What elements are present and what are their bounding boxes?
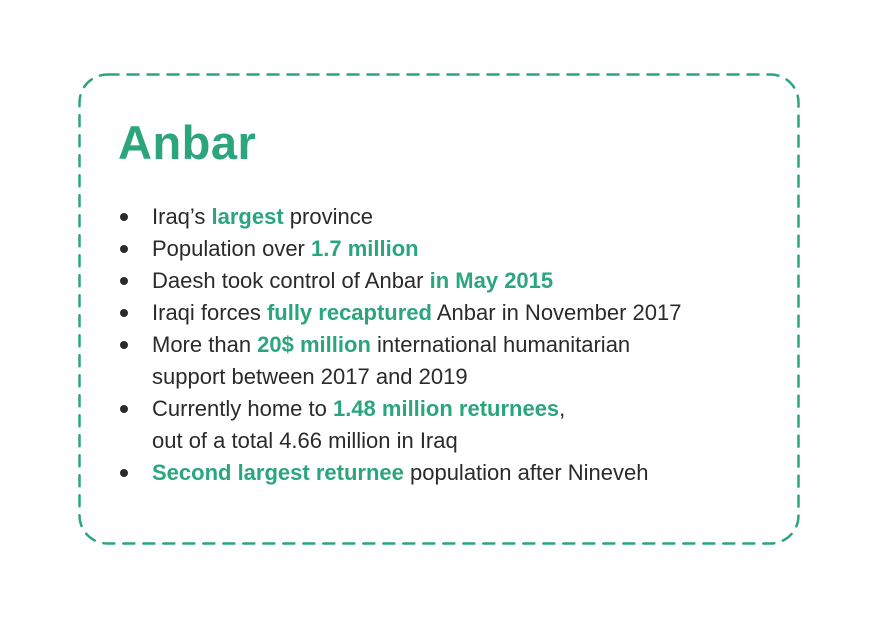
list-item — [120, 393, 770, 457]
list-item — [120, 329, 770, 393]
body-text: out of a total 4.66 million in Iraq — [152, 428, 458, 453]
bullet-icon — [120, 213, 128, 221]
highlight-text: 1.7 million — [311, 236, 419, 261]
body-text: More than — [152, 332, 258, 357]
body-text: support between 2017 and 2019 — [152, 364, 468, 389]
page-title: Anbar — [118, 116, 257, 169]
bullet-icon — [120, 469, 128, 477]
body-text: Iraqi forces — [152, 300, 267, 325]
fact-list — [120, 201, 770, 489]
highlight-text: 1.48 million returnees — [332, 396, 560, 421]
body-text: Iraq’s — [152, 204, 212, 229]
highlight-text: 20$ million — [257, 332, 371, 357]
highlight-text: in May 2015 — [429, 268, 554, 293]
list-item — [120, 233, 770, 265]
body-text: population after Nineveh — [403, 460, 649, 485]
body-text: Currently home to — [152, 396, 333, 421]
body-text: Daesh took control of Anbar — [152, 268, 430, 293]
highlight-text: largest — [211, 204, 284, 229]
list-item — [120, 297, 770, 329]
bullet-icon — [120, 277, 128, 285]
body-text: Population over — [152, 236, 311, 261]
bullet-icon — [120, 245, 128, 253]
body-text: province — [283, 204, 373, 229]
bullet-icon — [120, 309, 128, 317]
list-item — [120, 265, 770, 297]
list-item — [120, 457, 770, 489]
highlight-text: Second largest returnee — [152, 460, 404, 485]
body-text: , — [559, 396, 566, 421]
bullet-icon — [120, 405, 128, 413]
info-card — [78, 73, 800, 545]
body-text: Anbar in November 2017 — [431, 300, 682, 325]
body-text: international humanitarian — [370, 332, 631, 357]
highlight-text: fully recaptured — [266, 300, 432, 325]
list-item — [120, 201, 770, 233]
bullet-icon — [120, 341, 128, 349]
